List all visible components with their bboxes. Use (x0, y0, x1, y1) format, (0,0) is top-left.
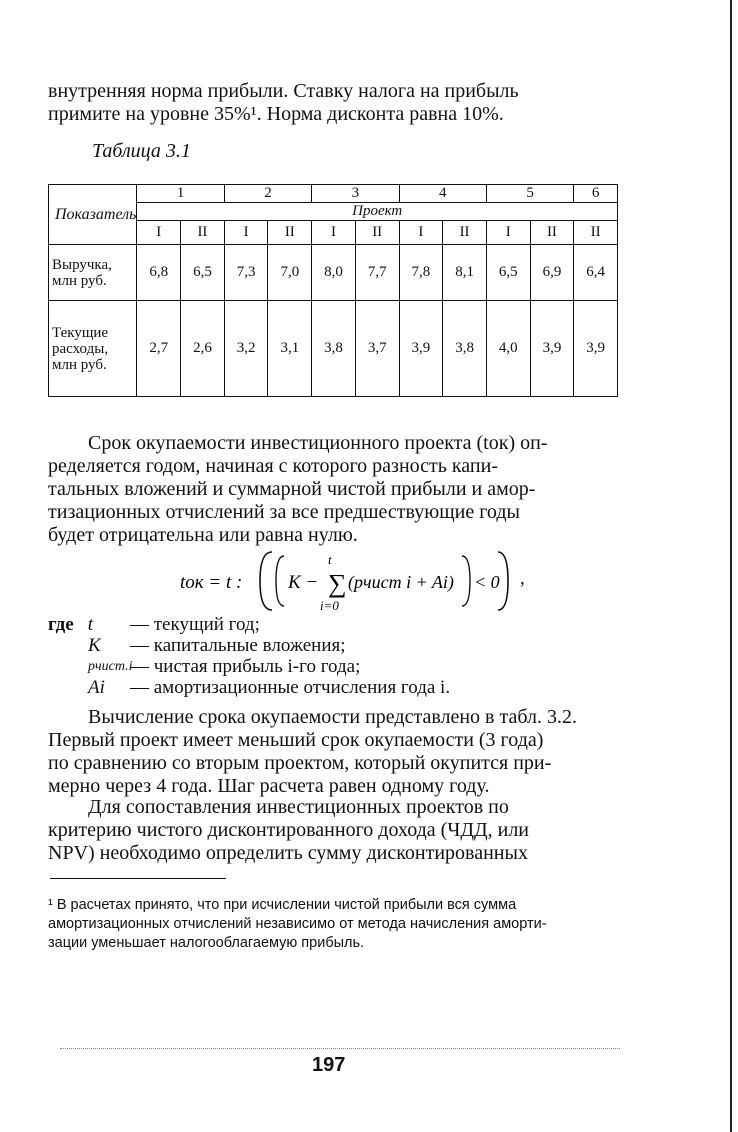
footnote-line: зации уменьшает налогооблагаемую прибыль. (48, 935, 365, 951)
text-line: мерно через 4 года. Шаг расчета равен одному году. (48, 775, 490, 797)
legend-symbol: где t (48, 614, 94, 635)
formula-rel: < 0 (474, 572, 500, 592)
table-cell: 6,8 (137, 245, 181, 301)
legend-desc: — амортизационные отчисления года i. (130, 677, 451, 698)
project-label: I (312, 221, 356, 245)
table-cell: 8,0 (312, 245, 356, 301)
text-line: по сравнению со вторым проектом, который окупится при- (48, 752, 552, 774)
table-cell: 6,9 (530, 245, 574, 301)
legend-desc: — капитальные вложения; (130, 635, 346, 656)
scan-artifact-line (60, 1048, 620, 1049)
project-header: Проект (137, 203, 618, 221)
year-header: 5 (486, 185, 573, 203)
table-cell: 3,2 (224, 301, 268, 397)
table-cell: 6,4 (574, 245, 618, 301)
row-label: Текущие расходы, млн руб. (49, 301, 137, 397)
intro-line-2: примите на уровне 35%¹. Норма дисконта равна 10%. (48, 103, 504, 125)
project-label: I (224, 221, 268, 245)
row-label: Выручка, млн руб. (49, 245, 137, 301)
sum-sign: ∑ (328, 569, 347, 598)
page-number: 197 (312, 1054, 346, 1076)
project-label: II (355, 221, 399, 245)
legend-symbol: K (88, 635, 101, 656)
table-row (49, 301, 618, 397)
table-cell: 2,7 (137, 301, 181, 397)
year-header: 1 (137, 185, 224, 203)
indicator-header: Показатель (49, 185, 137, 245)
sum-lower: i=0 (320, 598, 339, 613)
paragraph-payback (48, 432, 616, 547)
project-label: I (486, 221, 530, 245)
table-cell: 3,7 (355, 301, 399, 397)
project-label: II (574, 221, 618, 245)
text-line: ределяется годом, начиная с которого разность капи- (48, 455, 498, 477)
table-cell: 7,0 (268, 245, 312, 301)
table-cell: 2,6 (181, 301, 225, 397)
year-header: 2 (224, 185, 311, 203)
legend-row (48, 677, 450, 698)
legend-desc: — текущий год; (130, 614, 260, 635)
table-cell: 6,5 (181, 245, 225, 301)
table-cell: 6,5 (486, 245, 530, 301)
text-line: Для сопоставления инвестиционных проектов по (88, 796, 509, 818)
formula-k: K − (288, 572, 319, 593)
legend-row (48, 614, 450, 635)
table-cell: 3,9 (574, 301, 618, 397)
text-line: тизационных отчислений за все предшествующие годы (48, 501, 520, 523)
text-line: Первый проект имеет меньший срок окупаемости (3 года) (48, 729, 544, 751)
footnote-line: ¹ В расчетах принято, что при исчислении чистой прибыли вся сумма (48, 897, 517, 913)
sum-upper: t (328, 552, 332, 567)
text-line: NPV) необходимо определить сумму дисконтированных (48, 842, 528, 864)
legend-row (48, 635, 450, 656)
legend-symbol: Ai (88, 677, 105, 698)
table-cell: 3,8 (312, 301, 356, 397)
data-table (48, 184, 618, 397)
legend-lead: где (48, 614, 74, 635)
footnote-rule (50, 878, 226, 879)
year-header: 4 (399, 185, 486, 203)
legend-symbol: pчист.i (88, 659, 133, 674)
text-line: критерию чистого дисконтированного дохода (ЧДД, или (48, 819, 529, 841)
intro-text (48, 80, 616, 126)
legend-row (48, 656, 450, 677)
project-label: I (137, 221, 181, 245)
project-label: II (181, 221, 225, 245)
text-line: будет отрицательна или равна нулю. (48, 524, 358, 546)
table-cell: 3,8 (443, 301, 487, 397)
table-cell: 3,9 (399, 301, 443, 397)
formula-lhs: tок = t : (180, 572, 243, 593)
text-line: Срок окупаемости инвестиционного проекта (tок) оп- (88, 432, 548, 454)
footnote (48, 896, 616, 953)
text-line: Вычисление срока окупаемости представлено в табл. 3.2. (88, 706, 578, 728)
project-label: II (443, 221, 487, 245)
table-cell: 4,0 (486, 301, 530, 397)
paragraph-npv (48, 796, 616, 865)
year-header: 6 (574, 185, 618, 203)
page-edge (730, 0, 732, 1132)
paren-right (462, 556, 470, 606)
table-row (49, 245, 618, 301)
project-label: II (530, 221, 574, 245)
table-cell: 3,1 (268, 301, 312, 397)
text-line: тальных вложений и суммарной чистой прибыли и амор- (48, 478, 536, 500)
payback-formula (180, 548, 510, 614)
footnote-line: амортизационных отчислений независимо от метода начисления аморти- (48, 916, 547, 932)
table-cell: 3,9 (530, 301, 574, 397)
table-cell: 7,8 (399, 245, 443, 301)
table-caption: Таблица 3.1 (92, 140, 191, 162)
project-label: II (268, 221, 312, 245)
project-label: I (399, 221, 443, 245)
table-cell: 8,1 (443, 245, 487, 301)
formula-trail: , (520, 568, 525, 589)
paragraph-calculation (48, 706, 616, 798)
brace-left (260, 552, 272, 610)
formula-term: (pчист i + Ai) (348, 572, 454, 592)
legend-desc: — чистая прибыль i-го года; (130, 656, 361, 677)
formula-legend (48, 614, 450, 698)
table-cell: 7,7 (355, 245, 399, 301)
intro-line-1: внутренняя норма прибыли. Ставку налога на прибыль (48, 80, 519, 102)
table-cell: 7,3 (224, 245, 268, 301)
paren-left (276, 556, 284, 606)
year-header: 3 (312, 185, 399, 203)
